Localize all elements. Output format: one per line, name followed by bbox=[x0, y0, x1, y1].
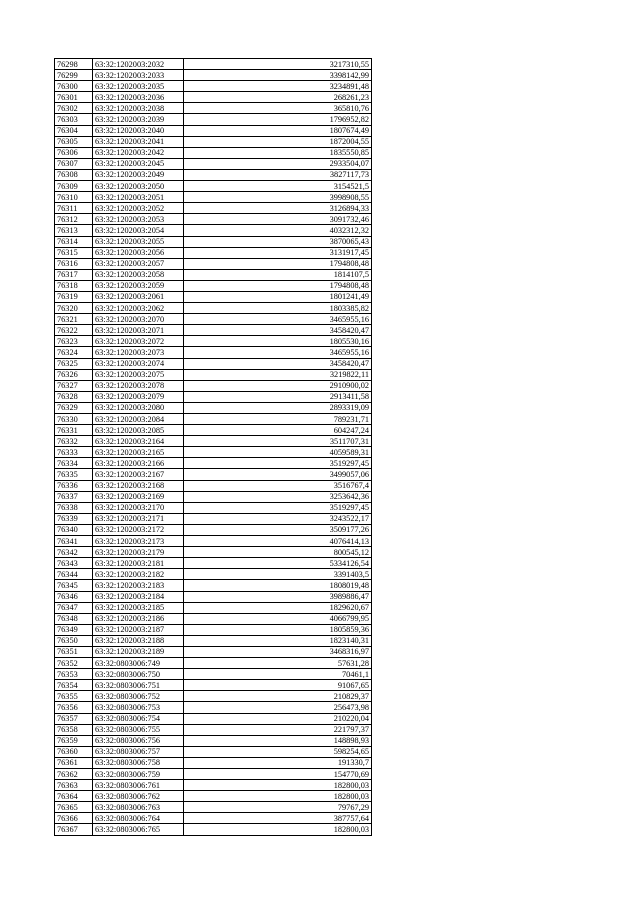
table-row bbox=[55, 269, 372, 280]
cadastral-value-cell: 2893319,09 bbox=[184, 402, 372, 413]
cadastral-number-cell: 63:32:1202003:2183 bbox=[93, 580, 184, 591]
table-row bbox=[55, 635, 372, 646]
table-row bbox=[55, 147, 372, 158]
cadastral-number-cell: 63:32:0803006:761 bbox=[93, 780, 184, 791]
cadastral-value-cell: 1801241,49 bbox=[184, 291, 372, 302]
row-number-cell: 76348 bbox=[55, 613, 93, 624]
cadastral-number-cell: 63:32:0803006:762 bbox=[93, 791, 184, 802]
table-row bbox=[55, 92, 372, 103]
cadastral-value-cell: 221797,37 bbox=[184, 724, 372, 735]
cadastral-value-cell: 4066799,95 bbox=[184, 613, 372, 624]
cadastral-value-cell: 4059589,31 bbox=[184, 447, 372, 458]
cadastral-value-cell: 1794808,48 bbox=[184, 280, 372, 291]
table-row bbox=[55, 602, 372, 613]
row-number-cell: 76355 bbox=[55, 691, 93, 702]
cadastral-value-cell: 3154521,5 bbox=[184, 181, 372, 192]
row-number-cell: 76349 bbox=[55, 624, 93, 635]
table-row bbox=[55, 181, 372, 192]
row-number-cell: 76302 bbox=[55, 103, 93, 114]
cadastral-value-cell: 789231,71 bbox=[184, 414, 372, 425]
row-number-cell: 76316 bbox=[55, 258, 93, 269]
row-number-cell: 76358 bbox=[55, 724, 93, 735]
cadastral-value-cell: 3217310,55 bbox=[184, 59, 372, 70]
row-number-cell: 76357 bbox=[55, 713, 93, 724]
cadastral-value-cell: 2913411,58 bbox=[184, 391, 372, 402]
cadastral-number-cell: 63:32:0803006:757 bbox=[93, 746, 184, 757]
cadastral-value-cell: 210829,37 bbox=[184, 691, 372, 702]
row-number-cell: 76345 bbox=[55, 580, 93, 591]
table-row bbox=[55, 569, 372, 580]
table-row bbox=[55, 547, 372, 558]
row-number-cell: 76340 bbox=[55, 524, 93, 535]
row-number-cell: 76309 bbox=[55, 181, 93, 192]
row-number-cell: 76332 bbox=[55, 436, 93, 447]
table-row bbox=[55, 713, 372, 724]
cadastral-value-cell: 4076414,13 bbox=[184, 536, 372, 547]
table-row bbox=[55, 646, 372, 657]
cadastral-value-cell: 3219822,11 bbox=[184, 369, 372, 380]
row-number-cell: 76300 bbox=[55, 81, 93, 92]
cadastral-value-cell: 365810,76 bbox=[184, 103, 372, 114]
cadastral-number-cell: 63:32:1202003:2073 bbox=[93, 347, 184, 358]
cadastral-value-cell: 1794808,48 bbox=[184, 258, 372, 269]
cadastral-number-cell: 63:32:1202003:2061 bbox=[93, 291, 184, 302]
table-row bbox=[55, 802, 372, 813]
row-number-cell: 76314 bbox=[55, 236, 93, 247]
cadastral-number-cell: 63:32:0803006:763 bbox=[93, 802, 184, 813]
table-row bbox=[55, 169, 372, 180]
table-row bbox=[55, 769, 372, 780]
cadastral-value-cell: 3234891,48 bbox=[184, 81, 372, 92]
cadastral-number-cell: 63:32:1202003:2042 bbox=[93, 147, 184, 158]
table-row bbox=[55, 735, 372, 746]
row-number-cell: 76305 bbox=[55, 136, 93, 147]
cadastral-number-cell: 63:32:0803006:755 bbox=[93, 724, 184, 735]
cadastral-value-cell: 154770,69 bbox=[184, 769, 372, 780]
cadastral-number-cell: 63:32:0803006:752 bbox=[93, 691, 184, 702]
cadastral-number-cell: 63:32:0803006:753 bbox=[93, 702, 184, 713]
cadastral-value-cell: 3519297,45 bbox=[184, 458, 372, 469]
table-row bbox=[55, 624, 372, 635]
table-row bbox=[55, 70, 372, 81]
row-number-cell: 76319 bbox=[55, 291, 93, 302]
cadastral-number-cell: 63:32:1202003:2075 bbox=[93, 369, 184, 380]
table-row bbox=[55, 491, 372, 502]
cadastral-number-cell: 63:32:0803006:754 bbox=[93, 713, 184, 724]
cadastral-value-cell: 3243522,17 bbox=[184, 513, 372, 524]
cadastral-number-cell: 63:32:1202003:2184 bbox=[93, 591, 184, 602]
row-number-cell: 76322 bbox=[55, 325, 93, 336]
cadastral-number-cell: 63:32:1202003:2187 bbox=[93, 624, 184, 635]
cadastral-number-cell: 63:32:1202003:2057 bbox=[93, 258, 184, 269]
cadastral-value-cell: 3091732,46 bbox=[184, 214, 372, 225]
row-number-cell: 76311 bbox=[55, 203, 93, 214]
cadastral-value-cell: 3253642,36 bbox=[184, 491, 372, 502]
table-row bbox=[55, 502, 372, 513]
cadastral-number-cell: 63:32:1202003:2164 bbox=[93, 436, 184, 447]
table-row bbox=[55, 391, 372, 402]
row-number-cell: 76306 bbox=[55, 147, 93, 158]
table-row bbox=[55, 114, 372, 125]
cadastral-value-cell: 3465955,16 bbox=[184, 314, 372, 325]
cadastral-value-cell: 4032312,32 bbox=[184, 225, 372, 236]
row-number-cell: 76298 bbox=[55, 59, 93, 70]
cadastral-value-cell: 191330,7 bbox=[184, 757, 372, 768]
cadastral-value-cell: 210220,04 bbox=[184, 713, 372, 724]
table-row bbox=[55, 402, 372, 413]
cadastral-value-cell: 2910900,02 bbox=[184, 380, 372, 391]
row-number-cell: 76338 bbox=[55, 502, 93, 513]
cadastral-value-cell: 256473,98 bbox=[184, 702, 372, 713]
cadastral-number-cell: 63:32:0803006:759 bbox=[93, 769, 184, 780]
table-row bbox=[55, 81, 372, 92]
table-row bbox=[55, 203, 372, 214]
cadastral-number-cell: 63:32:1202003:2050 bbox=[93, 181, 184, 192]
row-number-cell: 76351 bbox=[55, 646, 93, 657]
table-row bbox=[55, 258, 372, 269]
row-number-cell: 76341 bbox=[55, 536, 93, 547]
row-number-cell: 76329 bbox=[55, 402, 93, 413]
row-number-cell: 76326 bbox=[55, 369, 93, 380]
cadastral-value-cell: 3458420,47 bbox=[184, 358, 372, 369]
row-number-cell: 76335 bbox=[55, 469, 93, 480]
cadastral-number-cell: 63:32:0803006:750 bbox=[93, 669, 184, 680]
row-number-cell: 76328 bbox=[55, 391, 93, 402]
row-number-cell: 76304 bbox=[55, 125, 93, 136]
table-row bbox=[55, 247, 372, 258]
row-number-cell: 76336 bbox=[55, 480, 93, 491]
cadastral-value-cell: 182800,03 bbox=[184, 824, 372, 835]
cadastral-number-cell: 63:32:0803006:756 bbox=[93, 735, 184, 746]
cadastral-value-cell: 1807674,49 bbox=[184, 125, 372, 136]
cadastral-number-cell: 63:32:1202003:2074 bbox=[93, 358, 184, 369]
cadastral-value-cell: 1796952,82 bbox=[184, 114, 372, 125]
table-row bbox=[55, 280, 372, 291]
cadastral-number-cell: 63:32:1202003:2169 bbox=[93, 491, 184, 502]
table-row bbox=[55, 757, 372, 768]
table-row bbox=[55, 669, 372, 680]
row-number-cell: 76317 bbox=[55, 269, 93, 280]
cadastral-value-cell: 3998908,55 bbox=[184, 192, 372, 203]
row-number-cell: 76364 bbox=[55, 791, 93, 802]
cadastral-number-cell: 63:32:1202003:2085 bbox=[93, 425, 184, 436]
cadastral-value-cell: 604247,24 bbox=[184, 425, 372, 436]
table-row bbox=[55, 158, 372, 169]
row-number-cell: 76318 bbox=[55, 280, 93, 291]
table-row bbox=[55, 380, 372, 391]
cadastral-value-table bbox=[54, 58, 372, 836]
cadastral-number-cell: 63:32:1202003:2071 bbox=[93, 325, 184, 336]
cadastral-value-cell: 1808019,48 bbox=[184, 580, 372, 591]
cadastral-number-cell: 63:32:0803006:765 bbox=[93, 824, 184, 835]
cadastral-value-cell: 3468316,97 bbox=[184, 646, 372, 657]
cadastral-number-cell: 63:32:1202003:2055 bbox=[93, 236, 184, 247]
row-number-cell: 76362 bbox=[55, 769, 93, 780]
table-row bbox=[55, 347, 372, 358]
table-row bbox=[55, 480, 372, 491]
row-number-cell: 76327 bbox=[55, 380, 93, 391]
cadastral-number-cell: 63:32:1202003:2167 bbox=[93, 469, 184, 480]
cadastral-number-cell: 63:32:1202003:2078 bbox=[93, 380, 184, 391]
cadastral-value-cell: 148898,93 bbox=[184, 735, 372, 746]
table-row bbox=[55, 303, 372, 314]
table-row bbox=[55, 214, 372, 225]
table-row bbox=[55, 336, 372, 347]
cadastral-number-cell: 63:32:1202003:2170 bbox=[93, 502, 184, 513]
table-row bbox=[55, 414, 372, 425]
cadastral-value-cell: 3511707,31 bbox=[184, 436, 372, 447]
row-number-cell: 76367 bbox=[55, 824, 93, 835]
table-row bbox=[55, 680, 372, 691]
cadastral-value-cell: 79767,29 bbox=[184, 802, 372, 813]
cadastral-number-cell: 63:32:1202003:2036 bbox=[93, 92, 184, 103]
table-row bbox=[55, 658, 372, 669]
cadastral-value-cell: 3465955,16 bbox=[184, 347, 372, 358]
cadastral-value-cell: 3458420,47 bbox=[184, 325, 372, 336]
row-number-cell: 76359 bbox=[55, 735, 93, 746]
table-row bbox=[55, 558, 372, 569]
row-number-cell: 76347 bbox=[55, 602, 93, 613]
cadastral-number-cell: 63:32:1202003:2172 bbox=[93, 524, 184, 535]
row-number-cell: 76342 bbox=[55, 547, 93, 558]
row-number-cell: 76352 bbox=[55, 658, 93, 669]
cadastral-value-cell: 3131917,45 bbox=[184, 247, 372, 258]
row-number-cell: 76323 bbox=[55, 336, 93, 347]
cadastral-value-cell: 3398142,99 bbox=[184, 70, 372, 81]
cadastral-number-cell: 63:32:0803006:749 bbox=[93, 658, 184, 669]
row-number-cell: 76343 bbox=[55, 558, 93, 569]
cadastral-number-cell: 63:32:1202003:2181 bbox=[93, 558, 184, 569]
table-row bbox=[55, 524, 372, 535]
table-row bbox=[55, 536, 372, 547]
row-number-cell: 76356 bbox=[55, 702, 93, 713]
cadastral-number-cell: 63:32:1202003:2166 bbox=[93, 458, 184, 469]
row-number-cell: 76337 bbox=[55, 491, 93, 502]
table-row bbox=[55, 824, 372, 835]
cadastral-value-cell: 3126894,33 bbox=[184, 203, 372, 214]
row-number-cell: 76313 bbox=[55, 225, 93, 236]
table-row bbox=[55, 469, 372, 480]
cadastral-value-cell: 1872004,55 bbox=[184, 136, 372, 147]
cadastral-value-cell: 1814107,5 bbox=[184, 269, 372, 280]
cadastral-number-cell: 63:32:1202003:2045 bbox=[93, 158, 184, 169]
table-row bbox=[55, 192, 372, 203]
cadastral-value-cell: 57631,28 bbox=[184, 658, 372, 669]
cadastral-value-cell: 800545,12 bbox=[184, 547, 372, 558]
row-number-cell: 76307 bbox=[55, 158, 93, 169]
table-row bbox=[55, 236, 372, 247]
row-number-cell: 76320 bbox=[55, 303, 93, 314]
table-row bbox=[55, 780, 372, 791]
table-row bbox=[55, 724, 372, 735]
row-number-cell: 76344 bbox=[55, 569, 93, 580]
table-row bbox=[55, 591, 372, 602]
row-number-cell: 76339 bbox=[55, 513, 93, 524]
cadastral-number-cell: 63:32:1202003:2084 bbox=[93, 414, 184, 425]
cadastral-value-cell: 3499057,06 bbox=[184, 469, 372, 480]
row-number-cell: 76353 bbox=[55, 669, 93, 680]
table-row bbox=[55, 691, 372, 702]
cadastral-number-cell: 63:32:1202003:2049 bbox=[93, 169, 184, 180]
cadastral-value-cell: 2933504,07 bbox=[184, 158, 372, 169]
row-number-cell: 76354 bbox=[55, 680, 93, 691]
cadastral-number-cell: 63:32:1202003:2033 bbox=[93, 70, 184, 81]
cadastral-number-cell: 63:32:1202003:2080 bbox=[93, 402, 184, 413]
cadastral-number-cell: 63:32:1202003:2189 bbox=[93, 646, 184, 657]
table-row bbox=[55, 59, 372, 70]
table-row bbox=[55, 513, 372, 524]
cadastral-value-cell: 70461,1 bbox=[184, 669, 372, 680]
table-row bbox=[55, 125, 372, 136]
table-row bbox=[55, 813, 372, 824]
cadastral-value-cell: 3870065,43 bbox=[184, 236, 372, 247]
cadastral-number-cell: 63:32:1202003:2171 bbox=[93, 513, 184, 524]
table-body bbox=[55, 59, 372, 836]
cadastral-value-cell: 1835550,85 bbox=[184, 147, 372, 158]
row-number-cell: 76312 bbox=[55, 214, 93, 225]
cadastral-number-cell: 63:32:1202003:2182 bbox=[93, 569, 184, 580]
cadastral-number-cell: 63:32:1202003:2186 bbox=[93, 613, 184, 624]
row-number-cell: 76334 bbox=[55, 458, 93, 469]
cadastral-number-cell: 63:32:1202003:2058 bbox=[93, 269, 184, 280]
table-row bbox=[55, 458, 372, 469]
cadastral-value-cell: 182800,03 bbox=[184, 780, 372, 791]
table-row bbox=[55, 225, 372, 236]
cadastral-number-cell: 63:32:1202003:2032 bbox=[93, 59, 184, 70]
cadastral-number-cell: 63:32:1202003:2070 bbox=[93, 314, 184, 325]
row-number-cell: 76350 bbox=[55, 635, 93, 646]
cadastral-number-cell: 63:32:1202003:2188 bbox=[93, 635, 184, 646]
row-number-cell: 76333 bbox=[55, 447, 93, 458]
table-row bbox=[55, 580, 372, 591]
cadastral-value-cell: 598254,65 bbox=[184, 746, 372, 757]
cadastral-number-cell: 63:32:1202003:2079 bbox=[93, 391, 184, 402]
row-number-cell: 76346 bbox=[55, 591, 93, 602]
row-number-cell: 76303 bbox=[55, 114, 93, 125]
cadastral-number-cell: 63:32:1202003:2039 bbox=[93, 114, 184, 125]
cadastral-number-cell: 63:32:1202003:2041 bbox=[93, 136, 184, 147]
row-number-cell: 76366 bbox=[55, 813, 93, 824]
cadastral-value-cell: 1823140,31 bbox=[184, 635, 372, 646]
cadastral-number-cell: 63:32:1202003:2179 bbox=[93, 547, 184, 558]
row-number-cell: 76321 bbox=[55, 314, 93, 325]
table-row bbox=[55, 746, 372, 757]
cadastral-value-cell: 1805530,16 bbox=[184, 336, 372, 347]
cadastral-value-cell: 387757,64 bbox=[184, 813, 372, 824]
row-number-cell: 76315 bbox=[55, 247, 93, 258]
row-number-cell: 76325 bbox=[55, 358, 93, 369]
table-row bbox=[55, 103, 372, 114]
cadastral-value-cell: 268261,23 bbox=[184, 92, 372, 103]
cadastral-value-cell: 3519297,45 bbox=[184, 502, 372, 513]
cadastral-number-cell: 63:32:1202003:2072 bbox=[93, 336, 184, 347]
cadastral-value-cell: 1829620,67 bbox=[184, 602, 372, 613]
cadastral-value-cell: 1805859,36 bbox=[184, 624, 372, 635]
cadastral-number-cell: 63:32:1202003:2185 bbox=[93, 602, 184, 613]
row-number-cell: 76299 bbox=[55, 70, 93, 81]
cadastral-number-cell: 63:32:1202003:2173 bbox=[93, 536, 184, 547]
cadastral-value-cell: 91067,65 bbox=[184, 680, 372, 691]
cadastral-value-cell: 1803385,82 bbox=[184, 303, 372, 314]
table-row bbox=[55, 702, 372, 713]
table-row bbox=[55, 613, 372, 624]
cadastral-value-cell: 5334126,54 bbox=[184, 558, 372, 569]
table-row bbox=[55, 369, 372, 380]
cadastral-number-cell: 63:32:1202003:2056 bbox=[93, 247, 184, 258]
cadastral-number-cell: 63:32:1202003:2040 bbox=[93, 125, 184, 136]
cadastral-number-cell: 63:32:0803006:764 bbox=[93, 813, 184, 824]
cadastral-number-cell: 63:32:1202003:2165 bbox=[93, 447, 184, 458]
cadastral-number-cell: 63:32:1202003:2035 bbox=[93, 81, 184, 92]
cadastral-value-cell: 3827117,73 bbox=[184, 169, 372, 180]
cadastral-number-cell: 63:32:0803006:751 bbox=[93, 680, 184, 691]
cadastral-value-cell: 3509177,26 bbox=[184, 524, 372, 535]
row-number-cell: 76301 bbox=[55, 92, 93, 103]
table-row bbox=[55, 358, 372, 369]
table-row bbox=[55, 791, 372, 802]
row-number-cell: 76360 bbox=[55, 746, 93, 757]
table-row bbox=[55, 325, 372, 336]
row-number-cell: 76324 bbox=[55, 347, 93, 358]
table-row bbox=[55, 136, 372, 147]
row-number-cell: 76310 bbox=[55, 192, 93, 203]
cadastral-number-cell: 63:32:1202003:2054 bbox=[93, 225, 184, 236]
cadastral-number-cell: 63:32:1202003:2168 bbox=[93, 480, 184, 491]
cadastral-value-cell: 3989886,47 bbox=[184, 591, 372, 602]
row-number-cell: 76308 bbox=[55, 169, 93, 180]
cadastral-number-cell: 63:32:1202003:2059 bbox=[93, 280, 184, 291]
cadastral-value-cell: 182800,03 bbox=[184, 791, 372, 802]
cadastral-value-cell: 3391403,5 bbox=[184, 569, 372, 580]
row-number-cell: 76330 bbox=[55, 414, 93, 425]
cadastral-number-cell: 63:32:1202003:2062 bbox=[93, 303, 184, 314]
table-row bbox=[55, 425, 372, 436]
row-number-cell: 76365 bbox=[55, 802, 93, 813]
table-row bbox=[55, 314, 372, 325]
row-number-cell: 76331 bbox=[55, 425, 93, 436]
cadastral-number-cell: 63:32:1202003:2052 bbox=[93, 203, 184, 214]
table-row bbox=[55, 436, 372, 447]
cadastral-number-cell: 63:32:0803006:758 bbox=[93, 757, 184, 768]
cadastral-number-cell: 63:32:1202003:2053 bbox=[93, 214, 184, 225]
cadastral-number-cell: 63:32:1202003:2038 bbox=[93, 103, 184, 114]
cadastral-value-cell: 3516767,4 bbox=[184, 480, 372, 491]
table-row bbox=[55, 291, 372, 302]
cadastral-number-cell: 63:32:1202003:2051 bbox=[93, 192, 184, 203]
row-number-cell: 76363 bbox=[55, 780, 93, 791]
row-number-cell: 76361 bbox=[55, 757, 93, 768]
table-row bbox=[55, 447, 372, 458]
